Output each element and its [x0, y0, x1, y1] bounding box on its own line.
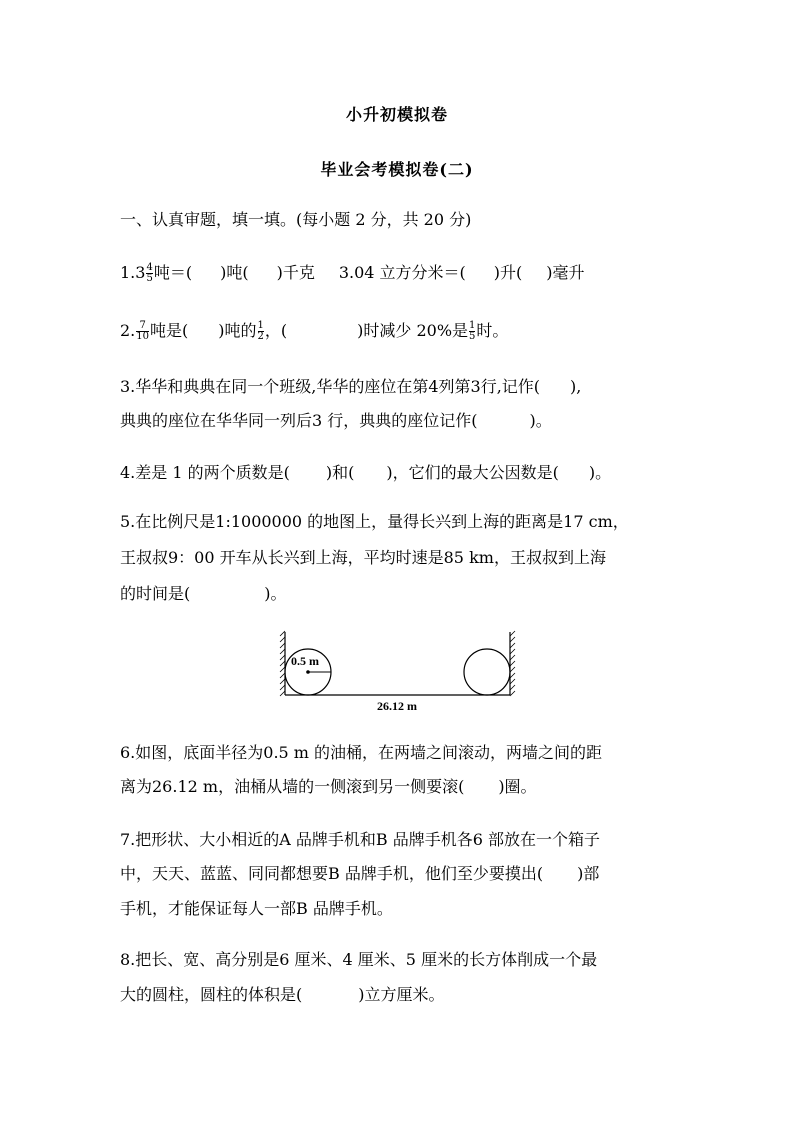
- question-7-line-2: [120, 864, 680, 884]
- q2-fraction-2-denominator: 2: [257, 331, 264, 342]
- q2-fraction-3-denominator: 5: [469, 331, 476, 342]
- q4-text-1: 4.差是 1 的两个质数是(: [120, 463, 290, 482]
- q2-fraction-1-denominator: 10: [136, 331, 149, 342]
- question-7-line-3: 手机，才能保证每人一部B 品牌手机。: [120, 899, 393, 918]
- q2-text-2: )吨的: [218, 321, 257, 340]
- q7-text-2b: )部: [577, 864, 600, 883]
- exam-title: 小升初模拟卷: [345, 105, 448, 124]
- q4-text-2: )和(: [325, 463, 355, 482]
- q3-text-1a: 3.华华和典典在同一个班级,华华的座位在第4列第3行,记作(: [120, 377, 541, 396]
- question-2: [120, 321, 680, 342]
- q8-text-2a: 大的圆柱，圆柱的体积是(: [120, 985, 303, 1004]
- q2-number: 2.: [120, 321, 136, 340]
- q2-text-4: )时减少 20%是: [357, 321, 469, 340]
- q1-text-4: 3.04 立方分米＝(: [338, 263, 466, 282]
- question-6-line-2: [120, 777, 680, 797]
- q2-text-5: 时。: [476, 321, 509, 340]
- q2-fraction-3-numerator: 1: [469, 320, 476, 331]
- exam-subtitle: 毕业会考模拟卷(二): [320, 160, 474, 179]
- right-barrel-circle: [464, 649, 510, 695]
- question-4: [120, 463, 680, 483]
- q1-text-6: )毫升: [546, 263, 585, 282]
- q1-text-5: )升(: [493, 263, 523, 282]
- question-5-line-3: [120, 584, 680, 604]
- q2-fraction-2: [258, 321, 264, 342]
- q1-text-2: )吨(: [220, 263, 249, 282]
- question-8-line-1: 8.把长、宽、高分别是6 厘米、4 厘米、5 厘米的长方体削成一个最: [120, 950, 598, 969]
- question-5-line-1: 5.在比例尺是1:1000000 的地图上，量得长兴到上海的距离是17 cm，: [120, 512, 629, 531]
- distance-label: 26.12 m: [377, 699, 417, 713]
- q1-whole: 3: [135, 263, 146, 282]
- question-3-line-2: [120, 411, 680, 431]
- q8-text-2b: )立方厘米。: [358, 985, 445, 1004]
- q5-text-3b: )。: [264, 584, 287, 603]
- q6-text-2b: )圈。: [498, 777, 537, 796]
- question-7-line-1: 7.把形状、大小相近的A 品牌手机和B 品牌手机各6 部放在一个箱子: [120, 830, 601, 849]
- q2-text-3: ，(: [264, 321, 288, 340]
- section-heading: 一、认真审题，填一填。(每小题 2 分，共 20 分): [120, 210, 472, 229]
- barrel-figure: [276, 628, 522, 714]
- right-wall-hatching: [510, 631, 515, 696]
- left-wall-hatching: [280, 631, 285, 696]
- q2-fraction-1-numerator: 7: [139, 320, 146, 331]
- question-3-line-1: [120, 377, 680, 397]
- q2-fraction-1: [136, 321, 149, 342]
- q7-text-2a: 中，天天、蓝蓝、同同都想要B 品牌手机，他们至少要摸出(: [120, 864, 544, 883]
- q1-fraction: [146, 263, 152, 284]
- question-5-line-2: 王叔叔9：00 开车从长兴到上海，平均时速是85 km，王叔叔到上海: [120, 548, 606, 567]
- q1-text-1: 吨＝(: [153, 263, 193, 282]
- radius-label: 0.5 m: [291, 654, 319, 668]
- q3-text-1b: ),: [570, 377, 582, 396]
- question-8-line-2: [120, 985, 680, 1005]
- q4-text-3: )，它们的最大公因数是(: [386, 463, 559, 482]
- q1-text-3: )千克: [276, 263, 315, 282]
- q2-fraction-3: [469, 321, 475, 342]
- q2-text-1: 吨是(: [150, 321, 189, 340]
- q1-fraction-numerator: 4: [146, 262, 153, 273]
- q3-text-2a: 典典的座位在华华同一列后3 行，典典的座位记作(: [120, 411, 478, 430]
- q6-text-2a: 离为26.12 m，油桶从墙的一侧滚到另一侧要滚(: [120, 777, 465, 796]
- q3-text-2b: )。: [529, 411, 552, 430]
- question-6-line-1: 6.如图，底面半径为0.5 m 的油桶，在两墙之间滚动，两墙之间的距: [120, 743, 603, 762]
- q1-number: 1.: [120, 263, 136, 282]
- q5-text-3a: 的时间是(: [120, 584, 191, 603]
- q4-text-4: )。: [588, 463, 612, 482]
- q1-fraction-denominator: 5: [146, 273, 153, 284]
- question-1: [120, 263, 680, 284]
- q2-fraction-2-numerator: 1: [257, 320, 264, 331]
